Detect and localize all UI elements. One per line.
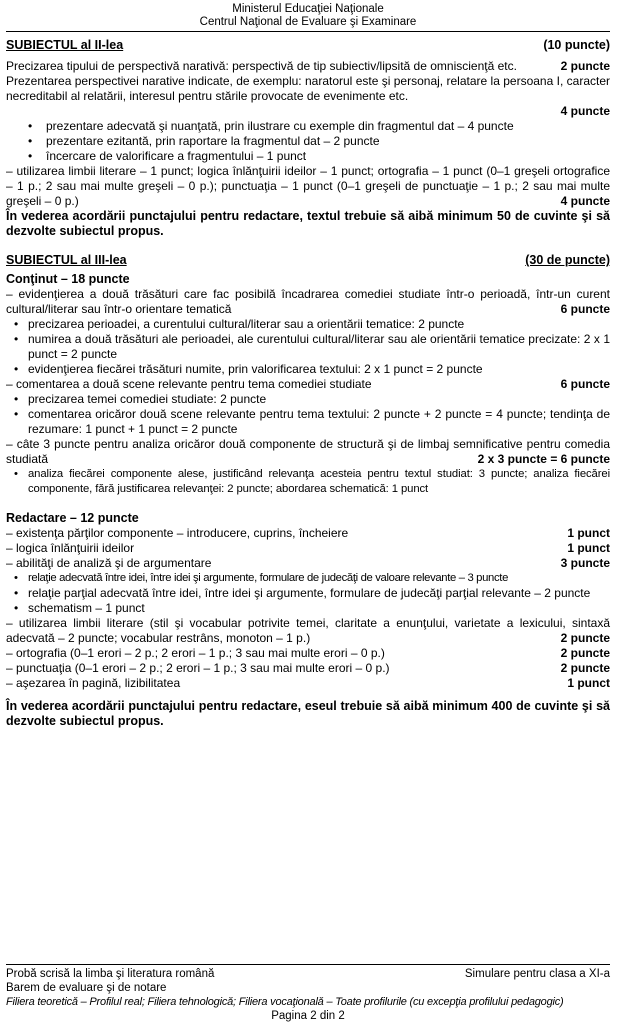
- footer-exam-name: Probă scrisă la limba şi literatura română: [6, 968, 215, 980]
- r5-points: 2 puncte: [560, 646, 610, 660]
- r6-row: [6, 661, 610, 676]
- r2-row: [6, 541, 610, 556]
- c1-bullets: [6, 317, 610, 377]
- c2-points: 6 puncte: [560, 377, 610, 391]
- section-3-points: (30 de puncte): [525, 253, 610, 267]
- s2-item-1-points: 2 puncte: [560, 59, 610, 73]
- r1-text: – existenţa părţilor componente – introducere, cuprins, încheiere: [6, 526, 349, 540]
- list-item: • precizarea perioadei, a curentului cultural/literar sau a orientării tematice: 2 puncte: [28, 317, 610, 332]
- list-item: • precizarea temei comediei studiate: 2 puncte: [28, 392, 610, 407]
- document-header: [6, 3, 610, 29]
- s2-item-2-points: 4 puncte: [560, 104, 610, 118]
- list-item: • relaţie adecvată între idei, între idei şi argumente, formulare de judecăţi de valoare relevante – 3 puncte: [28, 571, 610, 586]
- c1-points: 6 puncte: [560, 302, 610, 316]
- list-item: • prezentare ezitantă, prin raportare la fragmentul dat – 2 puncte: [46, 134, 610, 149]
- s2-bullets: [6, 119, 610, 164]
- s2-note: În vederea acordării punctajului pentru redactare, textul trebuie să aibă minimum 50 de cuvinte şi să dezvolte subiectul propus.: [6, 209, 610, 238]
- r3-points: 3 puncte: [560, 556, 610, 570]
- r1-points: 1 punct: [567, 526, 610, 540]
- r1-row: [6, 526, 610, 541]
- r3-row: [6, 556, 610, 571]
- page: [6, 3, 610, 729]
- redactare-title: Redactare – 12 puncte: [6, 511, 139, 525]
- footer-rule: [6, 964, 610, 965]
- page-number: Pagina 2 din 2: [271, 1010, 345, 1022]
- r2-text: – logica înlănţuirii ideilor: [6, 541, 135, 555]
- list-item: • comentarea oricăror două scene relevante pentru tema textului: 2 puncte + 2 puncte = 4 puncte; tendinţa de rezumare: 1 punct + 1 punct = 2 puncte: [28, 407, 610, 437]
- s2-language-points: 4 puncte: [560, 194, 610, 208]
- section-3-title: SUBIECTUL al III-lea: [6, 253, 127, 267]
- footer-barem: Barem de evaluare şi de notare: [6, 982, 167, 994]
- r7-text: – aşezarea în pagină, lizibilitatea: [6, 676, 181, 690]
- c2-bullets: [6, 392, 610, 437]
- section-3-heading: [6, 253, 610, 268]
- c3-bullets: [6, 467, 610, 497]
- r7-row: [6, 676, 610, 691]
- r3-text: – abilităţi de analiză şi de argumentare: [6, 556, 212, 570]
- section-2-points: (10 puncte): [543, 38, 610, 52]
- s2-item-2-text: Prezentarea perspectivei narative indicate, de exemplu: naratorul este şi personaj, relatare la persoana I, caracter necreditabil al relatării, interesul pentru stările provocate de evenimente etc.: [6, 74, 610, 103]
- center-name: Centrul Naţional de Evaluare şi Examinare: [199, 16, 417, 28]
- r7-points: 1 punct: [567, 676, 610, 690]
- r5-text: – ortografia (0–1 erori – 2 p.; 2 erori – 1 p.; 3 sau mai multe erori – 0 p.): [6, 646, 385, 660]
- header-rule: [6, 31, 610, 32]
- c3-text: – câte 3 puncte pentru analiza oricăror două componente de structură şi de limbaj semnificative pentru comedia studiată 2 x 3 puncte = 6 puncte: [6, 437, 610, 466]
- r2-points: 1 punct: [567, 541, 610, 555]
- c2-row: [6, 377, 610, 392]
- c3-points: 2 x 3 puncte = 6 puncte: [477, 452, 610, 466]
- list-item: • relaţie parţial adecvată între idei, între idei şi argumente, formulare de judecăţi parţial relevante – 2 puncte: [28, 586, 610, 601]
- c2-text: – comentarea a două scene relevante pentru tema comediei studiate: [6, 377, 372, 391]
- ministry-name: Ministerul Educaţiei Naţionale: [232, 3, 384, 15]
- footer-row-1: [6, 967, 610, 981]
- r5-row: [6, 646, 610, 661]
- list-item: • analiza fiecărei componente alese, justificând relevanţa acesteia pentru textul studiat: 3 puncte; analiza fiecărei componente, fără justificarea relevanţei: 2 puncte; abordarea schematică: 1 punct: [28, 467, 610, 497]
- document-footer: [6, 964, 610, 1023]
- s2-item-1: [6, 59, 610, 74]
- s2-item-1-text: Precizarea tipului de perspectivă narativă: perspectivă de tip subiectiv/lipsită de omniscienţă etc.: [6, 59, 517, 73]
- list-item: • numirea a două trăsături ale perioadei, ale curentului cultural/literar sau ale orientării tematice precizate: 2 x 1 punct = 2 puncte: [28, 332, 610, 362]
- footer-profiles: Filiera teoretică – Profilul real; Filiera tehnologică; Filiera vocaţională – Toate profilurile (cu excepţia profilului pedagogic): [6, 996, 564, 1008]
- section-2-heading: [6, 38, 610, 53]
- list-item: • prezentare adecvată şi nuanţată, prin ilustrare cu exemple din fragmentul dat – 4 puncte: [46, 119, 610, 134]
- r4-text: – utilizarea limbii literare (stil şi vocabular potrivite temei, claritate a enunţului, varietate a lexicului, sintaxă adecvată – 2 puncte; vocabular restrâns, monoton – 1 p.) 2 puncte: [6, 616, 610, 645]
- r3-bullets: [6, 571, 610, 616]
- list-item: • schematism – 1 punct: [28, 601, 610, 616]
- c1-text: – evidenţierea a două trăsături care fac posibilă încadrarea comediei studiate într-o perioadă, într-un curent cultural/literar sau într-o orientare tematică 6 puncte: [6, 287, 610, 316]
- section-2-title: SUBIECTUL al II-lea: [6, 38, 124, 52]
- list-item: • încercare de valorificare a fragmentului – 1 punct: [46, 149, 610, 164]
- r6-text: – punctuaţia (0–1 erori – 2 p.; 2 erori – 1 p.; 3 sau mai multe erori – 0 p.): [6, 661, 390, 675]
- r6-points: 2 puncte: [560, 661, 610, 675]
- s2-language-text: – utilizarea limbii literare – 1 punct; logica înlănţuirii ideilor – 1 punct; ortografia – 1 punct (0–1 greşeli ortografice – 1 p.; 2 sau mai multe greşeli – 0 p.); punctuaţia – 1 punct (0–1 greşeli de punctuaţie – 1 p.; 2 sau mai multe greşeli – 0 p.) 4 puncte: [6, 164, 610, 208]
- content-title: Conţinut – 18 puncte: [6, 272, 130, 286]
- s3-note: În vederea acordării punctajului pentru redactare, eseul trebuie să aibă minimum 400 de cuvinte şi să dezvolte subiectul propus.: [6, 699, 610, 728]
- footer-simulation: Simulare pentru clasa a XI-a: [464, 968, 610, 980]
- list-item: • evidenţierea fiecărei trăsături numite, prin valorificarea textului: 2 x 1 punct = 2 puncte: [28, 362, 610, 377]
- r4-points: 2 puncte: [560, 631, 610, 645]
